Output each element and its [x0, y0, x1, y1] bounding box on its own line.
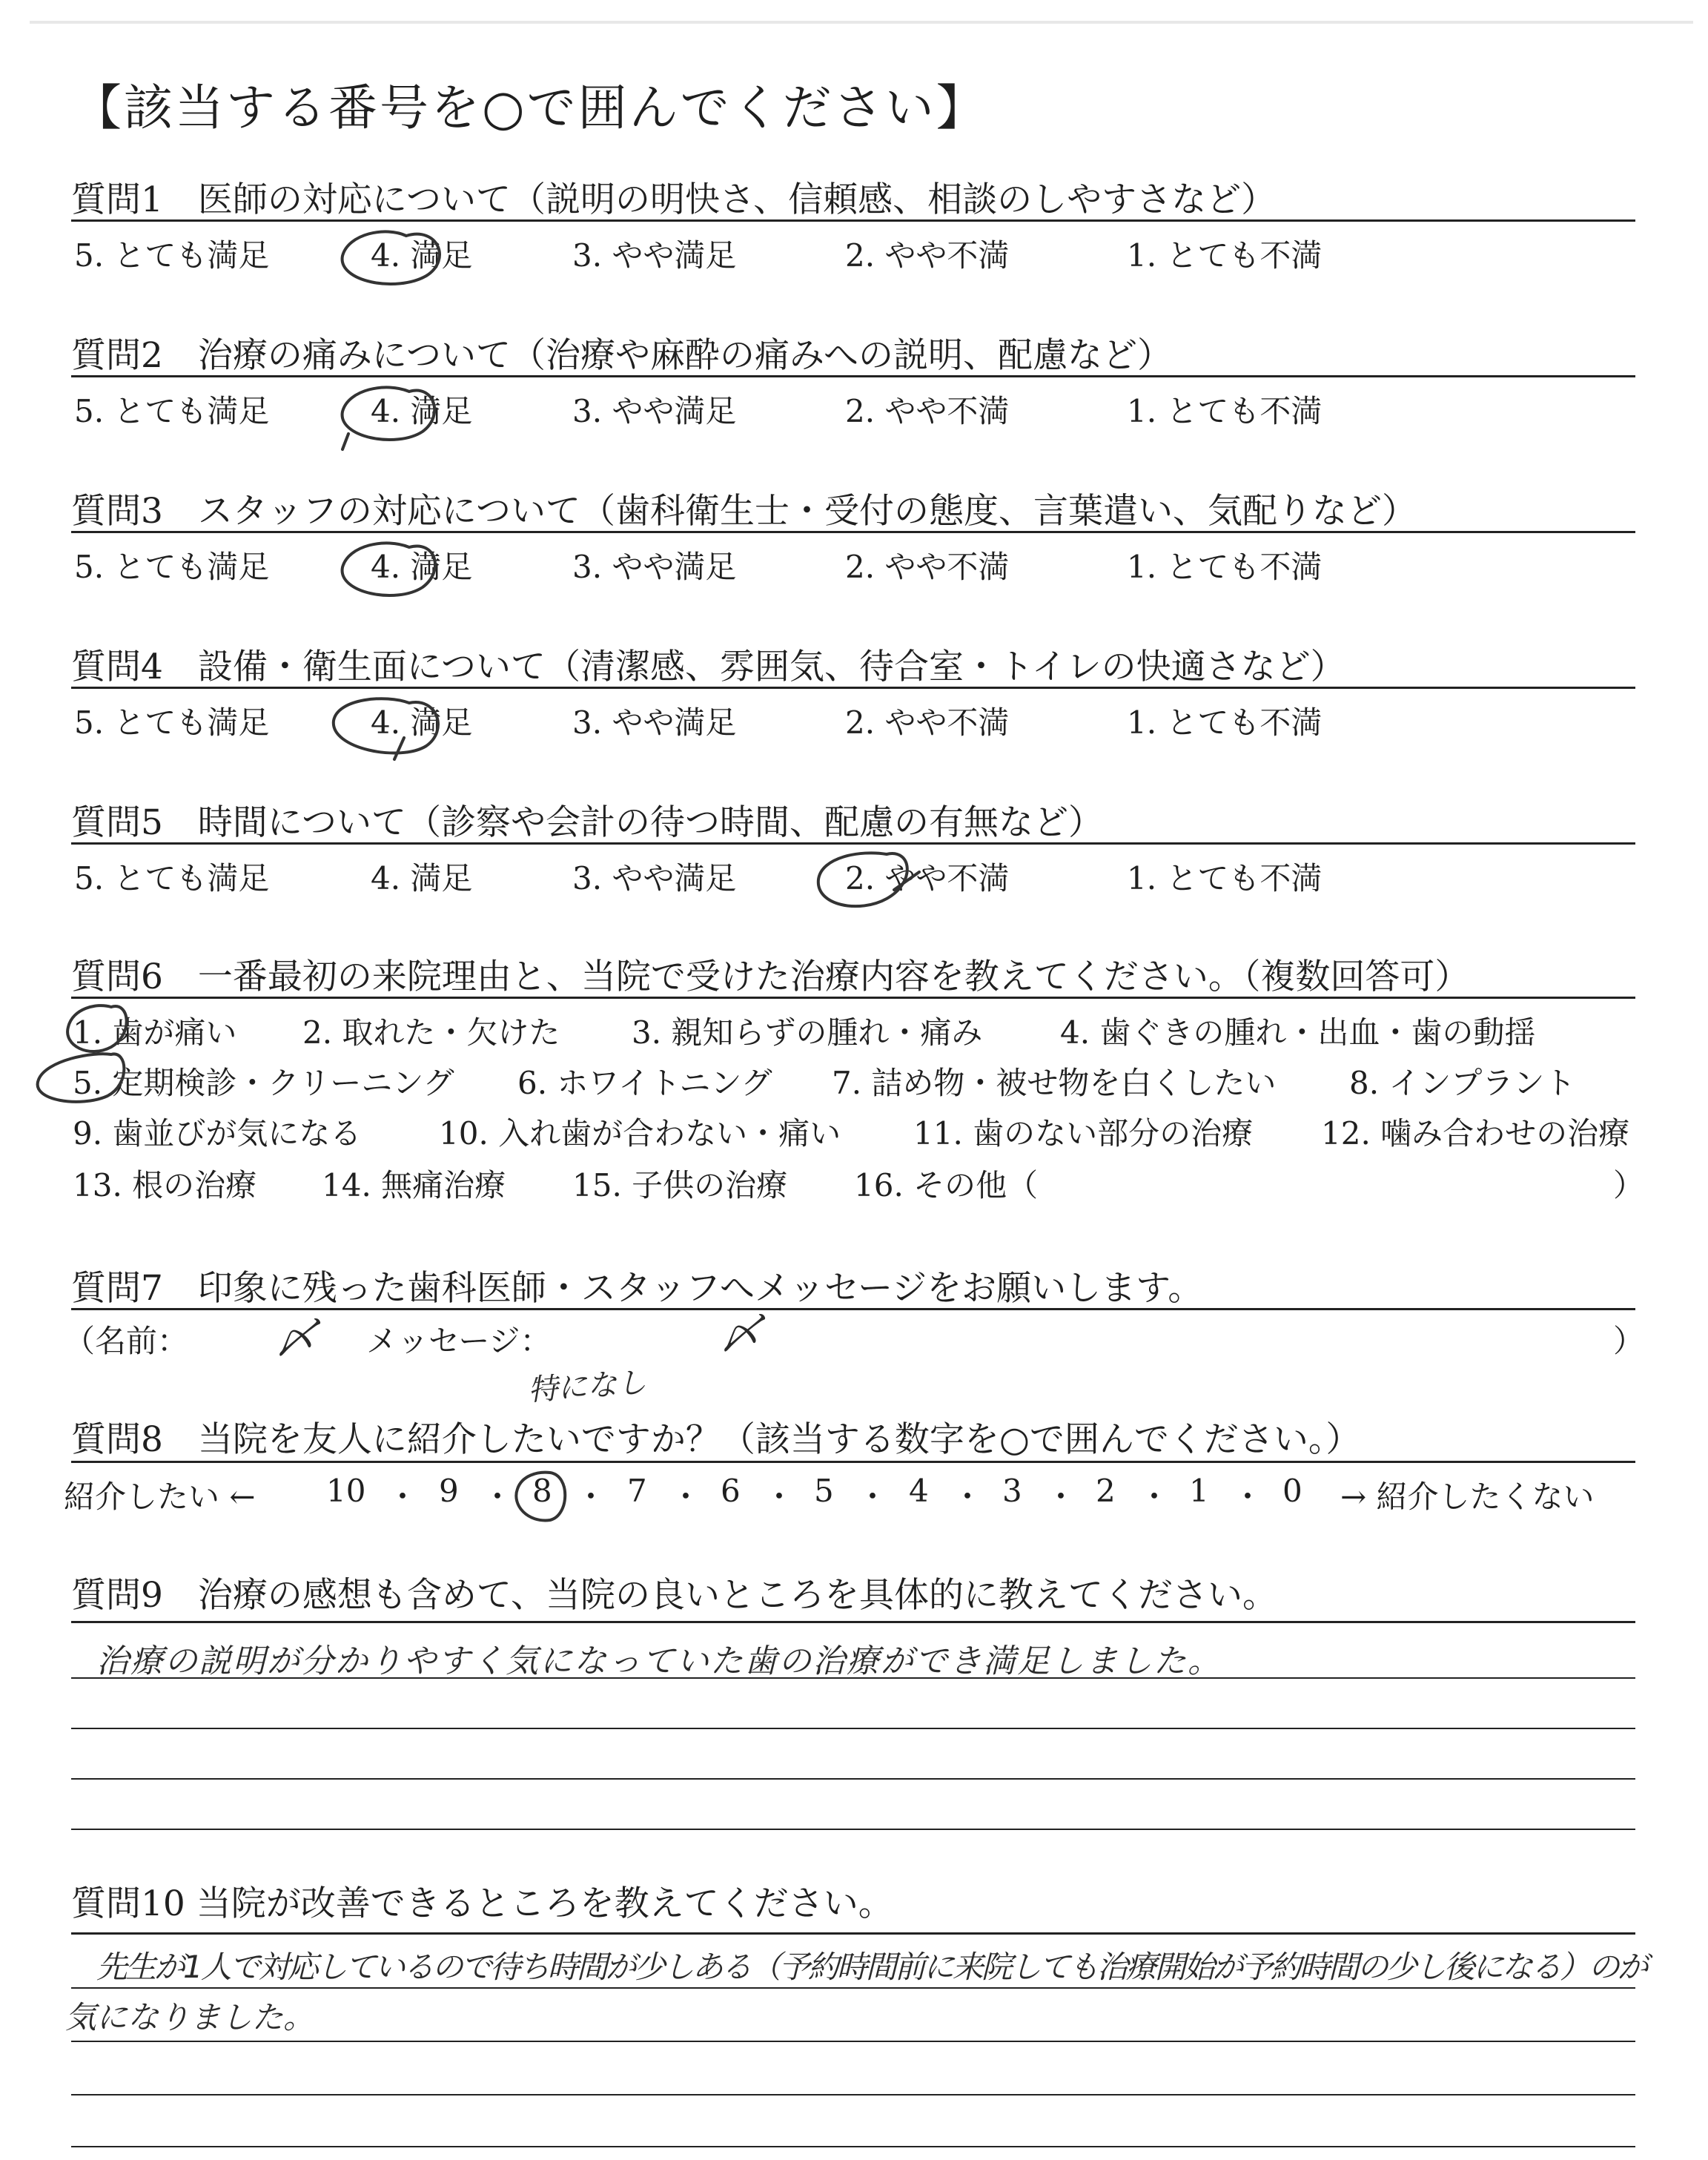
q8-score-7[interactable]: 7	[627, 1473, 647, 1509]
q1-option-1[interactable]: 1. とても不満	[1127, 237, 1323, 274]
q4-option-3[interactable]: 3. やや満足	[572, 704, 737, 741]
q9-answer-line-2	[71, 1728, 1635, 1729]
q8-separator: ・	[1045, 1479, 1077, 1515]
q8-separator: ・	[857, 1479, 889, 1515]
q2-heading: 質問2 治療の痛みについて（治療や麻酔の痛みへの説明、配慮など）	[71, 335, 1173, 376]
q7-name-label: （名前：	[64, 1323, 189, 1359]
form-title: 【該当する番号を○で囲んでください】	[73, 79, 987, 136]
q9-rule	[71, 1621, 1635, 1623]
q1-option-2[interactable]: 2. やや不満	[845, 237, 1010, 274]
q10-answer-line2[interactable]: 気になりました。	[65, 1999, 315, 2035]
q10-rule	[71, 1932, 1635, 1935]
q8-right-label: → 紹介したくない	[1340, 1479, 1595, 1515]
q8-score-6[interactable]: 6	[721, 1473, 741, 1509]
q5-rule	[71, 842, 1635, 845]
q9-answer[interactable]: 治療の説明が分かりやすく気になっていた歯の治療ができ満足しました。	[96, 1642, 1222, 1680]
q9-answer-line-3	[71, 1778, 1635, 1780]
q8-score-10[interactable]: 10	[326, 1473, 366, 1509]
q2-option-2[interactable]: 2. やや不満	[845, 393, 1010, 429]
q8-separator: ・	[952, 1479, 984, 1515]
q6-other-close: ）	[1613, 1167, 1645, 1203]
q6-option-11[interactable]: 11. 歯のない部分の治療	[913, 1115, 1254, 1152]
q2-option-5[interactable]: 5. とても満足	[74, 393, 270, 429]
q1-rule	[71, 219, 1635, 222]
q6-option-2[interactable]: 2. 取れた・欠けた	[302, 1014, 560, 1051]
q8-heading: 質問8 当院を友人に紹介したいですか？（該当する数字を○で囲んでください。）	[71, 1419, 1361, 1460]
q6-option-4[interactable]: 4. 歯ぐきの腫れ・出血・歯の動揺	[1060, 1014, 1536, 1051]
q5-option-5[interactable]: 5. とても満足	[74, 860, 270, 896]
q4-option-4[interactable]: 4. 満足	[371, 704, 473, 741]
q6-option-10[interactable]: 10. 入れ歯が合わない・痛い	[439, 1115, 841, 1152]
q3-heading: 質問3 スタッフの対応について（歯科衛生士・受付の態度、言葉遣い、気配りなど）	[71, 491, 1417, 532]
q1-option-4[interactable]: 4. 満足	[371, 237, 473, 274]
q8-separator: ・	[387, 1479, 419, 1515]
q10-answer-line-1	[71, 1987, 1635, 1989]
q7-message-answer[interactable]: 〆	[719, 1309, 763, 1359]
q2-option-3[interactable]: 3. やや満足	[572, 393, 737, 429]
q6-option-13[interactable]: 13. 根の治療	[73, 1167, 257, 1203]
q8-separator: ・	[575, 1479, 607, 1515]
q6-option-5[interactable]: 5. 定期検診・クリーニング	[73, 1065, 454, 1101]
q6-rule	[71, 997, 1635, 999]
q4-option-2[interactable]: 2. やや不満	[845, 704, 1010, 741]
q6-option-15[interactable]: 15. 子供の治療	[572, 1167, 788, 1203]
q10-heading: 質問10 当院が改善できるところを教えてください。	[71, 1883, 893, 1924]
q3-rule	[71, 531, 1635, 533]
q8-separator: ・	[482, 1479, 514, 1515]
q6-option-9[interactable]: 9. 歯並びが気になる	[73, 1115, 362, 1152]
q8-score-1[interactable]: 1	[1189, 1473, 1209, 1509]
q4-option-1[interactable]: 1. とても不満	[1127, 704, 1323, 741]
q6-option-14[interactable]: 14. 無痛治療	[322, 1167, 506, 1203]
q3-option-4[interactable]: 4. 満足	[371, 549, 473, 585]
q6-option-12[interactable]: 12. 噛み合わせの治療	[1321, 1115, 1630, 1152]
q6-option-1[interactable]: 1. 歯が痛い	[73, 1014, 237, 1051]
q2-option-1[interactable]: 1. とても不満	[1127, 393, 1323, 429]
q8-separator: ・	[670, 1479, 702, 1515]
q10-answer-line-2	[71, 2041, 1635, 2042]
q4-rule	[71, 687, 1635, 689]
q6-option-3[interactable]: 3. 親知らずの腫れ・痛み	[632, 1014, 983, 1051]
q3-option-5[interactable]: 5. とても満足	[74, 549, 270, 585]
top-rule	[30, 21, 1693, 24]
q2-option-4[interactable]: 4. 満足	[371, 393, 473, 429]
q6-option-8[interactable]: 8. インプラント	[1349, 1065, 1576, 1101]
q7-name-answer[interactable]: 〆	[274, 1313, 318, 1364]
q6-option-16[interactable]: 16. その他（	[854, 1167, 1039, 1203]
q1-heading: 質問1 医師の対応について（説明の明快さ、信頼感、相談のしやすさなど）	[71, 179, 1277, 220]
q8-rule	[71, 1461, 1635, 1463]
q3-option-1[interactable]: 1. とても不満	[1127, 549, 1323, 585]
q10-answer-line1[interactable]: 先生が1人で対応しているので待ち時間が少しある（予約時間前に来院しても治療開始が予約時間の少し後になる）のが	[96, 1949, 1646, 1985]
q7-close: ）	[1613, 1323, 1645, 1359]
q3-option-2[interactable]: 2. やや不満	[845, 549, 1010, 585]
q4-heading: 質問4 設備・衛生面について（清潔感、雰囲気、待合室・トイレの快適さなど）	[71, 647, 1345, 687]
q1-option-3[interactable]: 3. やや満足	[572, 237, 737, 274]
q6-heading: 質問6 一番最初の来院理由と、当院で受けた治療内容を教えてください。（複数回答可）	[71, 957, 1470, 997]
q8-score-0[interactable]: 0	[1282, 1473, 1302, 1509]
q8-score-5[interactable]: 5	[814, 1473, 834, 1509]
q9-answer-line-4	[71, 1829, 1635, 1830]
q4-option-5[interactable]: 5. とても満足	[74, 704, 270, 741]
q8-score-4[interactable]: 4	[909, 1473, 929, 1509]
q5-option-4[interactable]: 4. 満足	[371, 860, 473, 896]
q6-option-7[interactable]: 7. 詰め物・被せ物を白くしたい	[832, 1065, 1277, 1101]
q10-answer-line-4	[71, 2146, 1635, 2147]
q9-heading: 質問9 治療の感想も含めて、当院の良いところを具体的に教えてください。	[71, 1575, 1277, 1616]
q2-rule	[71, 375, 1635, 377]
q3-option-3[interactable]: 3. やや満足	[572, 549, 737, 585]
q7-note: 特になし	[526, 1365, 648, 1408]
q5-option-1[interactable]: 1. とても不満	[1127, 860, 1323, 896]
q8-left-label: 紹介したい ←	[64, 1479, 256, 1515]
q9-answer-line-1	[71, 1677, 1635, 1679]
q10-answer-line-3	[71, 2094, 1635, 2095]
q6-option-6[interactable]: 6. ホワイトニング	[517, 1065, 772, 1101]
q5-heading: 質問5 時間について（診察や会計の待つ時間、配慮の有無など）	[71, 802, 1103, 843]
q8-separator: ・	[1139, 1479, 1171, 1515]
q1-option-5[interactable]: 5. とても満足	[74, 237, 270, 274]
q8-score-8[interactable]: 8	[532, 1473, 552, 1509]
q7-message-label: メッセージ：	[366, 1323, 552, 1359]
q8-score-3[interactable]: 3	[1002, 1473, 1022, 1509]
q8-separator: ・	[1232, 1479, 1264, 1515]
q5-option-3[interactable]: 3. やや満足	[572, 860, 737, 896]
q8-separator: ・	[764, 1479, 795, 1515]
q7-heading: 質問7 印象に残った歯科医師・スタッフへメッセージをお願いします。	[71, 1268, 1203, 1309]
q8-score-9[interactable]: 9	[439, 1473, 459, 1509]
q8-score-2[interactable]: 2	[1096, 1473, 1116, 1509]
q5-option-2[interactable]: 2. やや不満	[845, 860, 1010, 896]
